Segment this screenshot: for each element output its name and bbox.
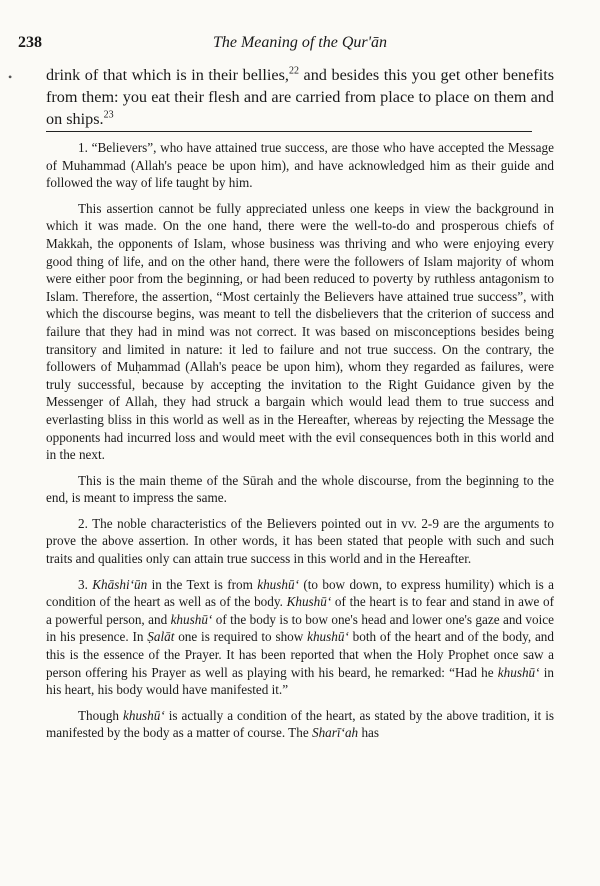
main-text-part: drink of that which is in their bellies, — [46, 66, 289, 84]
note-paragraph-3 — [46, 576, 554, 699]
note-text: both of the heart and of the body, and this is the essence of the Prayer. It has been reported that when the Holy Prophet once saw a person offering his Prayer as well as playing with his beard, he remarked: “Had he — [46, 629, 554, 680]
italic-term: Khāshi‘ūn — [92, 576, 148, 592]
main-text — [46, 64, 554, 130]
italic-term: Sharī‘ah — [311, 725, 359, 741]
note-paragraph: 2. The noble characteristics of the Believers pointed out in vv. 2-9 are the arguments to prove the above assertion. In other words, it has been stated that people with such and such traits and qualities only can attain true success in this world and in the Hereafter. — [46, 515, 554, 567]
italic-term: Khushū‘ — [286, 594, 332, 610]
note-paragraph: This assertion cannot be fully appreciated unless one keeps in view the background in which it was made. On the one hand, there were the well-to-do and prosperous chiefs of Makkah, the opponents of Islam, whose business was thriving and who were enjoying every good thing of life, and on the other hand, there were the followers of Islam majority of whom were either poor from the beginning, or had been reduced to poverty by ruthless antagonism to Islam. Therefore, the assertion, “Most certainly the Believers have attained true success”, with which the discourse begins, was meant to tell the disbelievers that the criterion of success and failure that they had in mind was not correct. It was based on misconceptions besides being transitory and limited in nature: it led to failure and not true success. On the contrary, the followers of Muḥammad (Allah's peace be upon him), whom they regarded as failures, were truly successful, because by accepting the invitation to the Right Guidance given by the Messenger of Allah, they had struck a bargain which would lead them to true success and everlasting bliss in this world as well as in the Hereafter, whereas by rejecting the Message the opponents had incurred loss and would meet with the evil consequences both in this world and in the next. — [46, 200, 554, 463]
italic-term: khushū‘ — [307, 629, 349, 645]
footnote-divider — [46, 131, 532, 132]
note-text: in his heart, his body would have manifested it.” — [46, 664, 554, 698]
note-text: Though — [78, 707, 123, 723]
note-paragraph: This is the main theme of the Sūrah and the whole discourse, from the beginning to the end, is meant to impress the same. — [46, 472, 554, 506]
footnote-ref-22: 22 — [288, 65, 299, 77]
italic-term: khushū‘ — [497, 664, 540, 680]
commentary-notes — [46, 139, 554, 750]
note-text: (to bow down, to express humility) which is a condition of the heart as well as of the body. — [46, 576, 555, 610]
note-text: has — [358, 725, 380, 741]
italic-term: Ṣalāt — [147, 629, 175, 645]
note-text: in the Text is from — [147, 576, 258, 592]
footnote-ref-23: 23 — [103, 109, 114, 121]
note-text: 3. — [78, 576, 93, 592]
note-paragraph-4 — [46, 707, 554, 742]
note-paragraph: 1. “Believers”, who have attained true success, are those who have accepted the Message of Muhammad (Allah's peace be upon him), and have acknowledged him as their guide and followed the way of life taught by him. — [46, 140, 554, 191]
page-number: 238 — [18, 34, 42, 51]
note-text: one is required to show — [174, 629, 308, 645]
note-text: is actually a condition of the heart, as stated by the above tradition, it is manifested by the body as a matter of course. The — [46, 707, 554, 741]
margin-mark: • — [8, 70, 13, 84]
italic-term: khushū‘ — [123, 707, 165, 723]
page-header — [18, 34, 582, 58]
italic-term: khushū‘ — [170, 611, 213, 627]
note-text: of the heart is to fear and stand in awe of a powerful person, and — [46, 594, 554, 627]
running-title: The Meaning of the Qur'ān — [212, 34, 388, 51]
main-text-part: and besides this you get other benefits from them: you eat their flesh and are carried from place to place on them and on ships. — [46, 66, 554, 128]
italic-term: khushū‘ — [257, 576, 299, 592]
note-text: of the body is to bow one's head and lower one's gaze and voice in his presence. In — [46, 611, 554, 645]
